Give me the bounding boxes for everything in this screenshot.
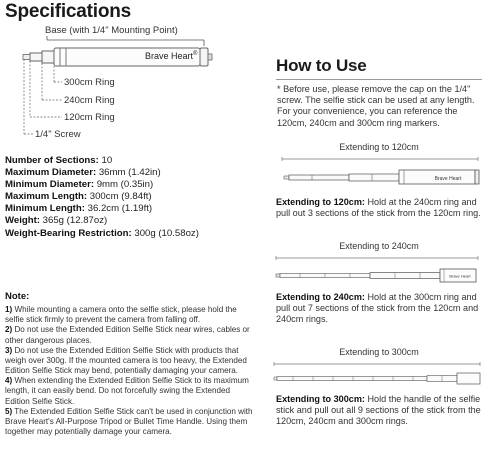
step3-caption: Extending to 300cm (339, 347, 419, 357)
note-item: 4) When extending the Extended Edition Selfie Stick to its maximum length, it can easily bend. Do not forcefully swing the Extended Edition Selfie Stick. (5, 376, 249, 406)
base-label: Base (with 1/4" Mounting Point) (45, 25, 178, 36)
spec-row: Number of Sections: 10 (5, 155, 113, 166)
step1-text: Extending to 120cm: Hold at the 240cm ring and pull out 3 sections of the stick from the 120cm ring. (276, 197, 481, 219)
step3-diagram (268, 360, 486, 388)
spec-row: Minimum Length: 36.2cm (1.19ft) (5, 203, 153, 215)
spec-row: Minimum Diameter: 9mm (0.35in) (5, 179, 154, 191)
howto-intro: * Before use, please remove the cap on the 1/4" screw. The selfie stick can be used at any length. For your convenience, you can reference the 120cm, 240cm and 300cm ring markers. (277, 84, 475, 128)
notes-title: Note: (5, 291, 30, 302)
ring-120-label: 120cm Ring (64, 112, 115, 123)
screw-label: 1/4" Screw (35, 129, 81, 140)
spec-row: Maximum Length: 300cm (9.84ft) (5, 191, 152, 203)
spec-list (5, 155, 199, 240)
howto-divider (276, 79, 482, 80)
note-item: 2) Do not use the Extended Edition Selfie Stick near wires, cables or other dangerous places. (5, 325, 250, 345)
step1-brand-text: Brave Heart (434, 176, 462, 182)
ring-300-label: 300cm Ring (64, 77, 115, 88)
specs-heading: Specifications (5, 1, 132, 22)
screw-part (23, 55, 30, 60)
spec-row: Weight-Bearing Restriction: 300g (10.58oz) (5, 227, 199, 239)
stick-base-cap (200, 48, 208, 66)
step2-brand-text: Brave Heart (449, 273, 471, 279)
brand-label: Brave Heart® (145, 51, 198, 61)
note-item: 1) While mounting a camera onto the selfie stick, please hold the selfie stick firmly to prevent the camera from falling off. (5, 305, 237, 325)
howto-heading: How to Use (276, 56, 367, 75)
notes-section (5, 292, 255, 437)
note-item: 3) Do not use the Extended Edition Selfie Stick with products that weigh over 300g. If the mounted camera is too heavy, the Extended Edition Selfie Stick may bend, potentially damaging your camera. (5, 345, 247, 376)
step1-diagram (276, 155, 482, 185)
spec-row: Weight: 365g (12.87oz) (5, 215, 108, 227)
step2-caption: Extending to 240cm (339, 241, 419, 251)
ring-240-label: 240cm Ring (64, 95, 115, 106)
step2-diagram (270, 254, 484, 284)
step1-caption: Extending to 120cm (339, 142, 419, 152)
note-item: 5) The Extended Edition Selfie Stick can't be used in conjunction with Brave Heart's All-Purpose Tripod or Bullet Time Handle. Using them together may potentially damage your camera. (5, 406, 253, 437)
step3-text: Extending to 300cm: Hold the handle of the selfie stick and pull out all 9 sections of the stick from the 120cm, 240cm and 300cm rings. (276, 394, 481, 427)
spec-row: Maximum Diameter: 36mm (1.42in) (5, 167, 161, 179)
step2-text: Extending to 240cm: Hold at the 300cm ring and pull out 7 sections of the stick from the 120cm and 240cm rings. (276, 292, 479, 325)
